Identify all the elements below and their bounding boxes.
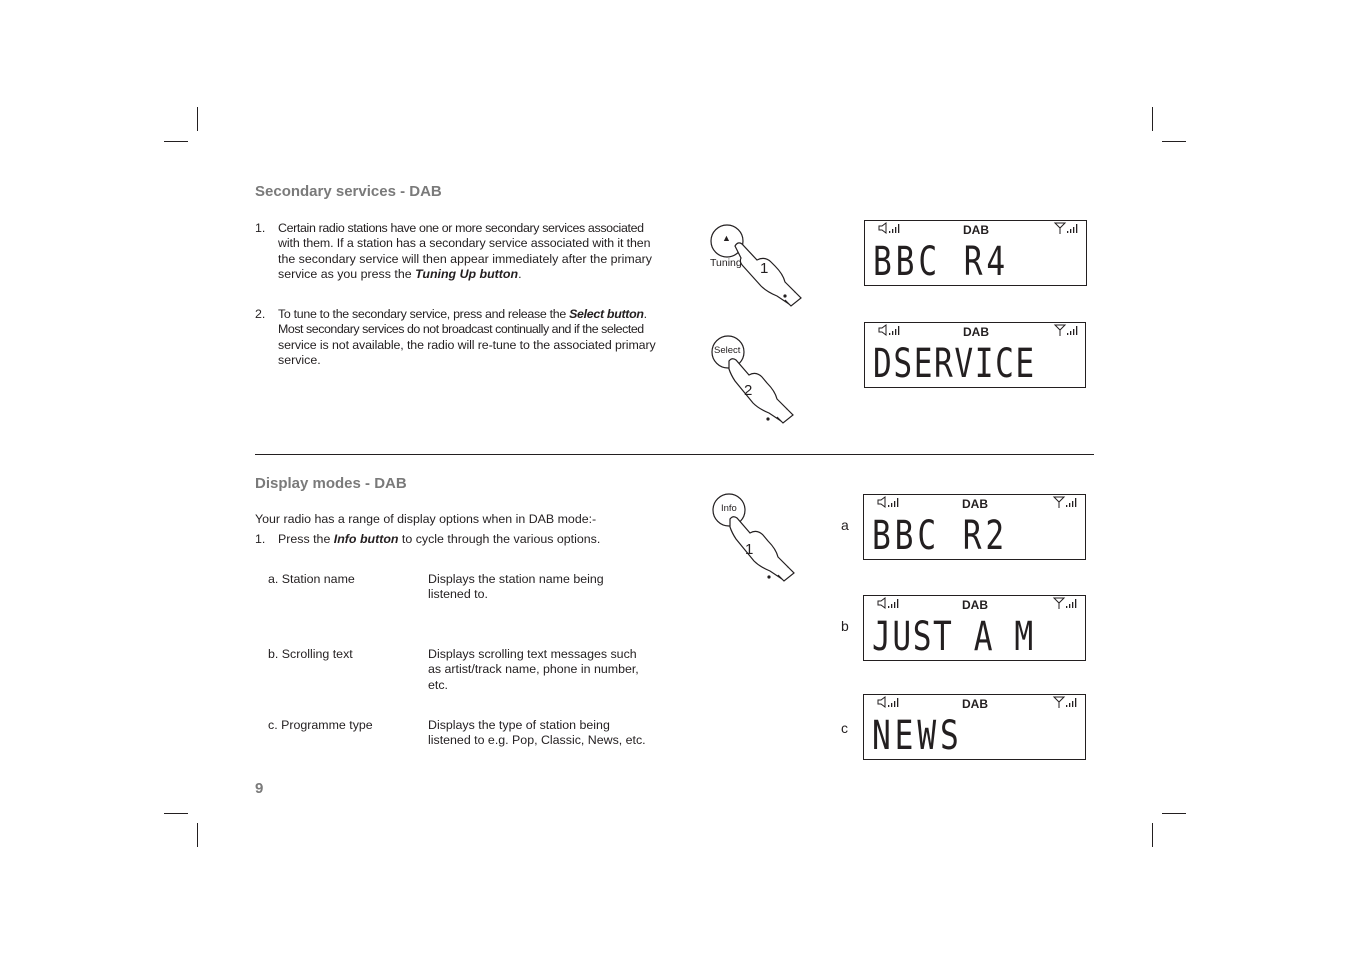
band-label: DAB bbox=[962, 497, 988, 511]
lcd-display-dservice bbox=[864, 322, 1086, 388]
lcd-text: DSERVICE bbox=[873, 341, 1036, 387]
crop-mark bbox=[164, 141, 188, 142]
lcd-text: BBC R4 bbox=[873, 239, 1010, 285]
lcd-text: JUST A M bbox=[872, 614, 1035, 660]
step-number: 1 bbox=[760, 260, 769, 277]
button-label: Tuning bbox=[710, 257, 742, 269]
band-label: DAB bbox=[963, 223, 989, 237]
option-label-b: b. Scrolling text bbox=[268, 647, 353, 661]
step-number: 1 bbox=[745, 541, 754, 558]
text-line: To tune to the secondary service, press and release the Select button. bbox=[278, 307, 647, 321]
band-label: DAB bbox=[962, 598, 988, 612]
crop-mark bbox=[1162, 141, 1186, 142]
section-heading-secondary-services: Secondary services - DAB bbox=[255, 183, 442, 200]
section-divider bbox=[255, 454, 1094, 455]
intro-text: Your radio has a range of display options when in DAB mode:- bbox=[255, 512, 597, 526]
display-letter-a: a bbox=[841, 517, 849, 533]
display-letter-b: b bbox=[841, 618, 849, 634]
crop-mark bbox=[1152, 823, 1153, 847]
lcd-display-bbc-r4 bbox=[864, 220, 1087, 286]
band-label: DAB bbox=[963, 325, 989, 339]
text-line: with them. If a station has a secondary service associated with it then bbox=[278, 236, 651, 251]
lcd-display-scrolling-text bbox=[863, 595, 1086, 661]
option-desc-a: Displays the station name being listened to. bbox=[428, 572, 604, 602]
lcd-text: NEWS bbox=[872, 713, 963, 759]
up-arrow-icon: ▲ bbox=[722, 233, 731, 243]
item-number: 1. bbox=[255, 221, 266, 235]
crop-mark bbox=[1162, 813, 1186, 814]
band-label: DAB bbox=[962, 697, 988, 711]
select-button-illustration bbox=[705, 333, 815, 429]
info-button-illustration bbox=[705, 492, 815, 588]
option-desc-b: Displays scrolling text messages such as artist/track name, phone in number, etc. bbox=[428, 647, 639, 692]
crop-mark bbox=[197, 823, 198, 847]
text-line: the secondary service will then appear immediately after the primary bbox=[278, 251, 652, 266]
option-desc-c: Displays the type of station being listened to e.g. Pop, Classic, News, etc. bbox=[428, 718, 646, 748]
tuning-button-illustration bbox=[705, 222, 815, 312]
step-number: 2 bbox=[744, 382, 753, 399]
button-label: Select bbox=[714, 345, 741, 356]
text-line: Most secondary services do not broadcast continually and if the selected bbox=[278, 322, 644, 337]
section-heading-display-modes: Display modes - DAB bbox=[255, 475, 407, 492]
tuning-up-button-ref: Tuning Up button bbox=[415, 267, 519, 282]
select-button-ref: Select button bbox=[569, 307, 644, 321]
item-number: 1. bbox=[255, 532, 266, 546]
crop-mark bbox=[197, 107, 198, 131]
crop-mark bbox=[1152, 107, 1153, 131]
display-letter-c: c bbox=[841, 720, 848, 736]
lcd-text: BBC R2 bbox=[872, 513, 1009, 559]
info-button-ref: Info button bbox=[333, 532, 399, 546]
text-line: service as you press the Tuning Up button. bbox=[278, 267, 522, 282]
text-line: service. bbox=[278, 353, 321, 368]
lcd-display-station-name bbox=[863, 494, 1086, 560]
lcd-display-programme-type bbox=[863, 694, 1086, 760]
page-number: 9 bbox=[255, 780, 264, 797]
crop-mark bbox=[164, 813, 188, 814]
option-label-a: a. Station name bbox=[268, 572, 355, 586]
item-number: 2. bbox=[255, 307, 266, 321]
button-label: Info bbox=[721, 503, 737, 514]
text-line: service is not available, the radio will re-tune to the associated primary bbox=[278, 337, 656, 352]
text-line: Certain radio stations have one or more secondary services associated bbox=[278, 221, 644, 235]
option-label-c: c. Programme type bbox=[268, 718, 373, 732]
